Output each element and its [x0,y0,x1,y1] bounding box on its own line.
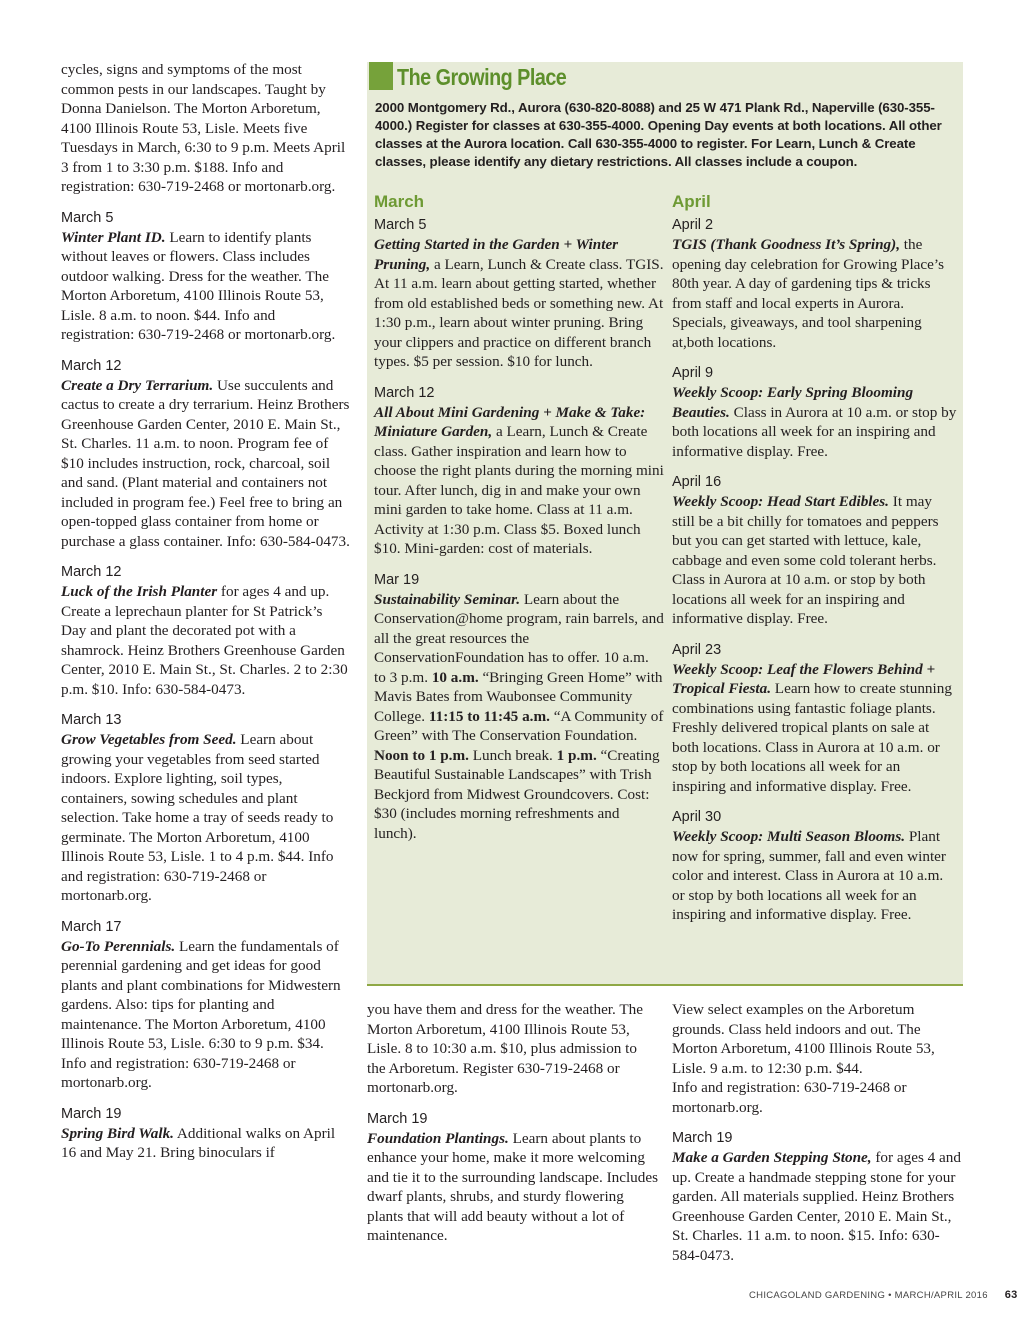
event-text [61,582,351,699]
march-column [374,192,664,843]
event-body: “A Community of Green” with The Conservation Foundation. [374,707,664,744]
event-time: 1 p.m. [556,746,597,764]
event-text [672,492,957,629]
event [61,1105,351,1163]
event [374,384,664,559]
event-date: March 13 [61,712,122,728]
box-title: The Growing Place [397,64,567,90]
event-body: It may still be a bit chilly for tomatoes and peppers but you can get started with lettuce, kale, cabbage and even some cold tolerant herbs. Class in Aurora at 10 a.m. or stop by both locations all week for an inspiring and informative display. Free. [672,493,939,627]
event-body: Learn how to create stunning combinations using fantastic foliage plants. Freshly delivered tropical plants on sale at both locations. Class in Aurora at 10 a.m. or stop by both locations all week for an inspiring and informative display. Free. [672,680,952,795]
event-text [672,1148,964,1265]
event-date: March 5 [374,217,427,233]
event-title: Sustainability Seminar. [374,590,521,608]
event-date: April 16 [672,474,722,490]
event-date: April 30 [672,809,722,825]
page-footer [749,1289,1018,1301]
event-title: Create a Dry Terrarium. [61,376,214,394]
event-title: Foundation Plantings. [367,1129,509,1147]
event-date: April 23 [672,641,722,658]
event [672,641,957,797]
event-text [374,235,664,372]
event [672,364,957,461]
event-title: Grow Vegetables from Seed. [61,731,237,748]
event-text [61,730,351,906]
event-body: Learn about the Conservation@home program, rain barrels, and all the great resources the ConservationFoundation has to offer. 10 a.m. to 3 p.m. [374,590,664,686]
event-title: Make a Garden Stepping Stone, [672,1149,872,1166]
event [374,571,664,844]
event-title: TGIS (Thank Goodness It’s Spring), [672,236,900,253]
event-date: March 12 [61,357,122,374]
event-body: Class in Aurora at 10 a.m. or stop by both locations all week for an inspiring and informative display. Free. [672,403,957,460]
event-body: a Learn, Lunch & Create class. TGIS. At 11 a.m. learn about getting started, whether from old established beds or something new. At 1:30 p.m., learn about winter pruning. Bring your clippers and practice on different branch types. $5 per session. $10 for lunch. [374,255,664,370]
event-time: 11:15 to 11:45 a.m. [428,707,550,725]
event [367,1110,659,1246]
event [672,216,957,352]
event-list [61,209,351,1163]
event [672,808,957,925]
event-body: Use succulents and cactus to create a dry terrarium. Heinz Brothers Greenhouse Garden Center, 2010 E. Main St., St. Charles. 11 a.m. to noon. Program fee of $10 includes instruction, rock, charcoal, soil and sand. (Plant material and containers not included in program fee.) Feel free to bring an open-topped glass container from home or purchase a glass container. Info: 630-584-0473. [61,376,350,550]
event-body: “Bringing Green Home” with Mavis Bates from Waubonsee Community College. [374,668,663,725]
event-text [374,403,664,559]
event-title: Weekly Scoop: Head Start Edibles. [672,493,889,510]
event-title: Getting Started in the Garden + Winter Pruning, [374,236,619,273]
event-date: Mar 19 [374,571,420,588]
event [672,473,957,629]
left-column [61,60,351,1163]
event-text [374,590,664,844]
event-body: for ages 4 and up. Create a leprechaun planter for St Patrick’s Day and plant the decorated pot with a shamrock. Heinz Brothers Greenhouse Garden Center, 2010 E. Main St., St. Charles. 2 to 2:30 p.m. $10. Info: 630-584-0473. [61,583,348,698]
growing-place-box [367,62,963,986]
event-time: Noon to 1 p.m. [374,746,469,764]
event-date: March 17 [61,918,122,935]
event-text [367,1129,659,1246]
left-intro: cycles, signs and symptoms of the most common pests in our landscapes. Taught by Donna Danielson. The Morton Arboretum, 4100 Illinois Route 53, Lisle. Meets five Tuesdays in March, 6:30 to 9 p.m. Meets April 3 from 1 to 3:30 p.m. $188. Info and registration: 630-719-2468 or mortonarb.org. [61,61,346,195]
event-body: Learn the fundamentals of perennial gardening and get ideas for good plants and plant combinations for Midwestern gardens. Also: tips for planting and maintenance. The Morton Arboretum, 4100 Illinois Route 53, Lisle. 6:30 to 9 p.m. $34. Info and registration: 630-719-2468 or mortonarb.org. [61,937,341,1091]
event [61,357,351,552]
event-text [61,228,351,345]
box-intro: 2000 Montgomery Rd., Aurora (630-820-8088) and 25 W 471 Plank Rd., Naperville (630-355-4000.) Register for classes at 630-355-4000. Opening Day events at both locations. All other classes at the Aurora location. Call 630-355-4000 to register. For Learn, Lunch & Create classes, please identify any dietary restrictions. All classes include a coupon. [375,100,942,169]
event-title: Go-To Perennials. [61,937,176,955]
event-title: Winter Plant ID. [61,228,166,246]
event-title: Weekly Scoop: Multi Season Blooms. [672,828,906,845]
event [672,1129,964,1265]
event [61,209,351,345]
right-intro-info: Info and registration: 630-719-2468 or mortonarb.org. [672,1079,907,1116]
event-body: Lunch break. [468,746,557,764]
event-date: March 19 [367,1110,428,1127]
april-heading: April [672,192,711,211]
event [61,563,351,699]
footer-publication: CHICAGOLAND GARDENING • MARCH/APRIL 2016 [749,1290,988,1301]
event-body: Additional walks on April 16 and May 21. Bring binoculars if [61,1124,336,1161]
event-body: Plant now for spring, summer, fall and even winter color and interest. Class in Aurora at 10 a.m. or stop by both locations all week for an inspiring and informative display. Free. [672,828,946,923]
right-column [672,1000,964,1265]
event-body: “Creating Beautiful Sustainable Landscapes” with Trish Beckjord from Midwest Groundcovers. Cost: $30 (includes morning refreshments and lunch). [374,746,660,842]
event-body: Learn about growing your vegetables from seed started indoors. Explore lighting, soil types, containers, sowing schedules and plant selection. Take home a tray of seeds ready to germinate. The Morton Arboretum, 4100 Illinois Route 53, Lisle. 1 to 4 p.m. $44. Info and registration: 630-719-2468 or mortonarb.org. [61,731,334,904]
event-body: the opening day celebration for Growing Place’s 80th year. A day of gardening tips & tricks from staff and local experts in Aurora. Specials, giveaways, and tool sharpening at,both locations. [672,236,945,351]
event-date: March 12 [61,564,122,580]
event-date: April 9 [672,365,714,381]
march-heading: March [374,192,425,211]
event-text [672,660,957,797]
right-intro: View select examples on the Arboretum grounds. Class held indoors and out. The Morton Arboretum, 4100 Illinois Route 53, Lisle. 9 a.m. to 12:30 p.m. $44. [672,1001,935,1077]
middle-column [367,1000,659,1246]
event [61,711,351,906]
event-text [672,827,957,925]
event-date: March 12 [374,384,435,401]
event-date: March 19 [672,1130,733,1146]
event-text [672,383,957,461]
event-text [61,376,351,552]
event-body: Learn to identify plants without leaves or flowers. Class includes outdoor walking. Dress for the weather. The Morton Arboretum, 4100 Illinois Route 53, Lisle. 8 a.m. to noon. $44. Info and registration: 630-719-2468 or mortonarb.org. [61,228,336,343]
page-number: 63 [1004,1289,1018,1301]
event [374,216,664,372]
event-text [672,235,957,352]
event [61,918,351,1093]
event-title: Weekly Scoop: Leaf the Flowers Behind + Tropical Fiesta. [672,660,936,697]
event-body: Learn about plants to enhance your home, make it more welcoming and tie it to the surrounding landscape. Includes dwarf plants, shrubs, and sturdy flowering plants that will add beauty without a lot of maintenance. [367,1129,659,1244]
event-time: 10 a.m. [431,668,479,686]
event-date: March 5 [61,209,114,226]
event-title: Weekly Scoop: Early Spring Blooming Beauties. [672,384,914,421]
event-text [61,1124,351,1163]
box-accent-square [369,62,393,90]
event-date: March 19 [61,1105,122,1122]
april-column [672,192,957,925]
event-title: All About Mini Gardening + Make & Take: Miniature Garden, [374,403,646,440]
event-body: a Learn, Lunch & Create class. Gather inspiration and learn how to choose the right plants during the morning mini tour. After lunch, dig in and make your own mini garden to take home. Class at 11 a.m. Activity at 1:30 p.m. Class $5. Boxed lunch $10. Mini-garden: cost of materials. [374,423,664,557]
event-date: April 2 [672,217,714,233]
event-body: for ages 4 and up. Create a handmade stepping stone for your garden. All materials supplied. Heinz Brothers Greenhouse Garden Center, 2010 E. Main St., St. Charles. 11 a.m. to noon. $15. Info: 630-584-0473. [672,1149,961,1264]
event-title: Luck of the Irish Planter [61,583,218,600]
middle-intro: you have them and dress for the weather. The Morton Arboretum, 4100 Illinois Route 53, Lisle. 8 to 10:30 a.m. $10, plus admission to the Arboretum. Register 630-719-2468 or mortonarb.org. [367,1001,643,1096]
event-text [61,937,351,1093]
event-title: Spring Bird Walk. [61,1124,174,1142]
